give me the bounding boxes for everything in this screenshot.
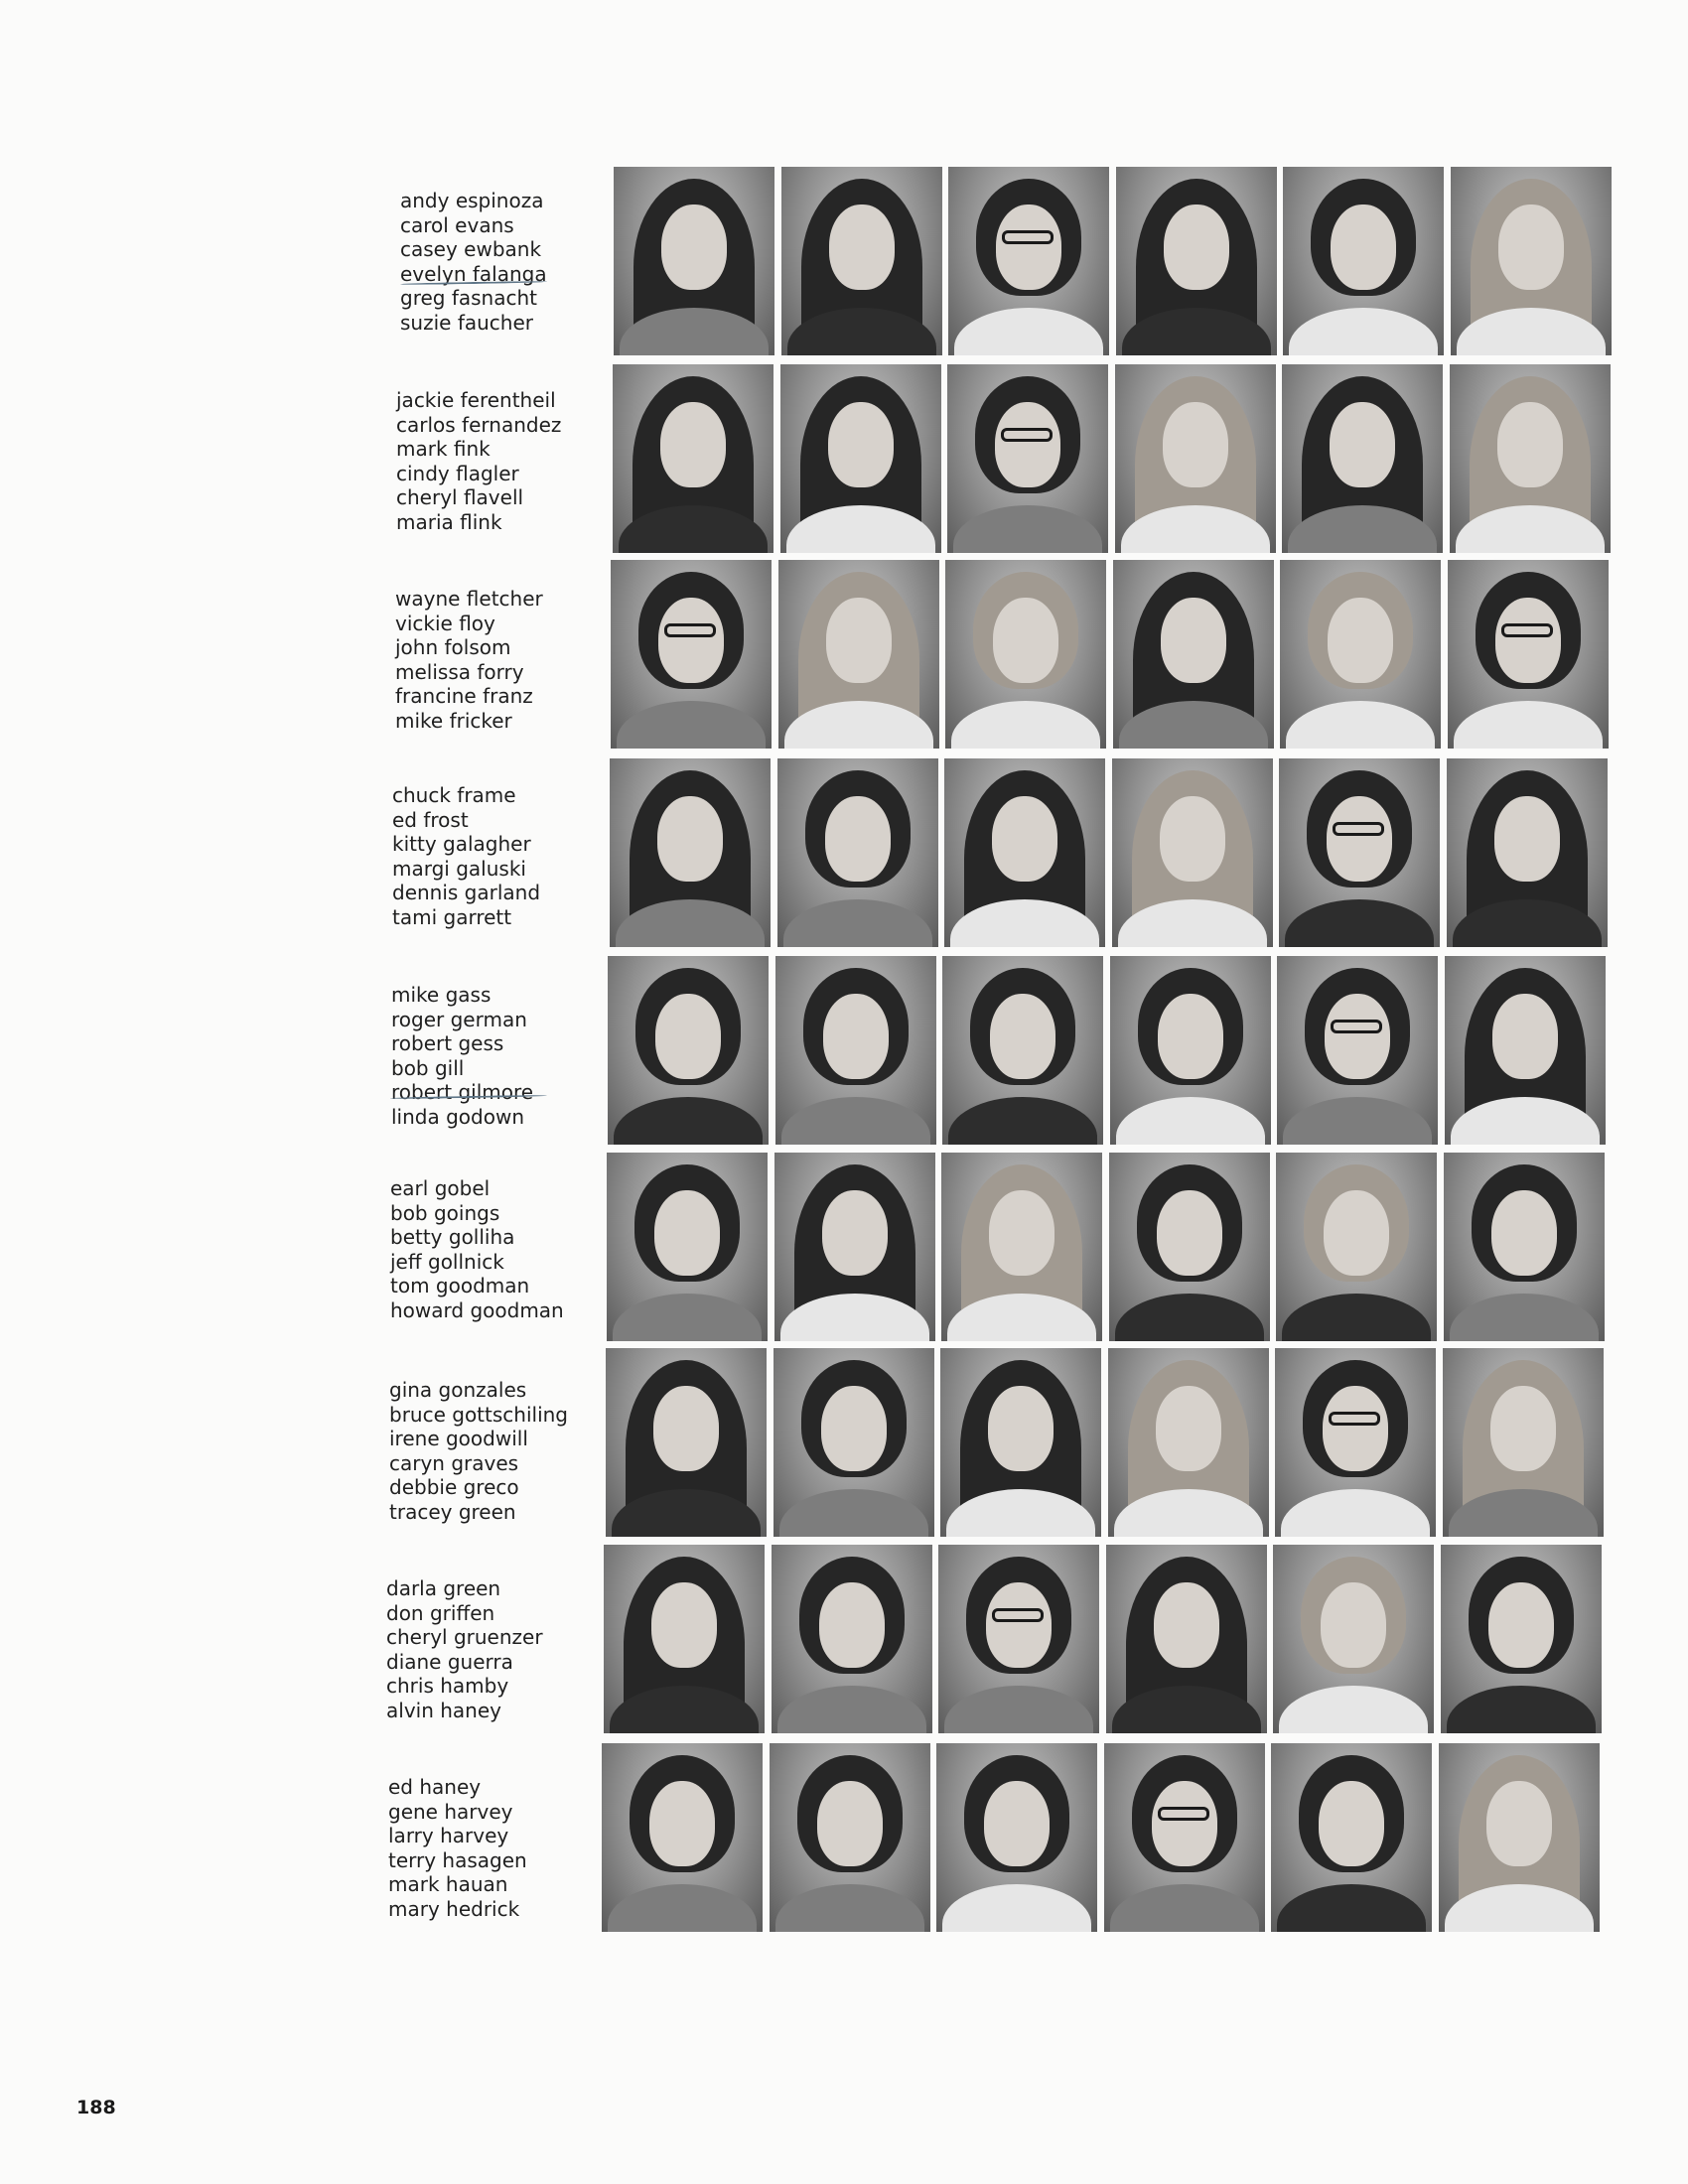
name-list	[391, 983, 533, 1130]
portrait-face	[657, 796, 723, 882]
portrait-face	[1330, 402, 1395, 487]
portrait-face	[658, 598, 724, 683]
bob-goings-photo	[774, 1153, 935, 1341]
portrait-face	[1160, 796, 1225, 882]
portrait-face	[1319, 1781, 1384, 1866]
margi-galuski-photo	[1112, 758, 1273, 947]
portrait-shoulders	[775, 1884, 924, 1932]
photo-row	[610, 758, 1613, 947]
portrait-shoulders	[617, 701, 766, 749]
chris-hamby-photo	[1273, 1545, 1434, 1733]
student-name: mark hauan	[388, 1872, 508, 1897]
student-name: bob gill	[391, 1055, 465, 1080]
portrait-face	[988, 1386, 1054, 1471]
student-name: suzie faucher	[400, 310, 533, 335]
portrait-shoulders	[779, 1489, 928, 1537]
portrait-shoulders	[1110, 1884, 1259, 1932]
portrait-face	[1492, 994, 1558, 1079]
portrait-face	[1327, 796, 1392, 882]
student-name: robert gess	[391, 1031, 504, 1056]
don-griffen-photo	[772, 1545, 932, 1733]
student-name: robert gilmore	[391, 1080, 534, 1105]
mike-gass-photo	[608, 956, 769, 1145]
name-list	[390, 1176, 564, 1323]
student-name: mike gass	[391, 983, 492, 1007]
portrait-face	[996, 205, 1061, 290]
portrait-face	[651, 1582, 717, 1668]
portrait-shoulders	[1277, 1884, 1426, 1932]
wayne-fletcher-photo	[611, 560, 772, 749]
name-list	[389, 1378, 568, 1525]
student-name: kitty galagher	[392, 832, 531, 857]
portrait-face	[984, 1781, 1050, 1866]
portrait-shoulders	[1285, 899, 1434, 947]
portrait-face	[828, 402, 894, 487]
portrait-face	[992, 796, 1057, 882]
portrait-face	[1331, 205, 1396, 290]
student-name: margi galuski	[392, 856, 526, 881]
student-name: jackie ferentheil	[396, 388, 556, 412]
kitty-galagher-photo	[944, 758, 1105, 947]
student-name: diane guerra	[386, 1649, 513, 1674]
portrait-face	[1325, 994, 1390, 1079]
mary-hedrick-photo	[1439, 1743, 1600, 1932]
jeff-gollnick-photo	[1109, 1153, 1270, 1341]
carol-evans-photo	[781, 167, 942, 355]
name-list	[395, 587, 543, 734]
page-number: 188	[76, 2097, 116, 2118]
bruce-gottschiling-photo	[774, 1348, 934, 1537]
portrait-shoulders	[777, 1686, 926, 1733]
portrait-shoulders	[614, 1097, 763, 1145]
student-name: alvin haney	[386, 1698, 501, 1722]
portrait-face	[829, 205, 895, 290]
alvin-haney-photo	[1441, 1545, 1602, 1733]
portrait-shoulders	[1115, 1294, 1264, 1341]
name-list	[396, 388, 561, 535]
bob-gill-photo	[1110, 956, 1271, 1145]
student-name: john folsom	[395, 635, 511, 660]
portrait-face	[649, 1781, 715, 1866]
student-name: vickie floy	[395, 611, 495, 635]
student-name: wayne fletcher	[395, 587, 543, 611]
darla-green-photo	[604, 1545, 765, 1733]
student-name: darla green	[386, 1576, 501, 1600]
portrait-shoulders	[1286, 701, 1435, 749]
student-name: bob goings	[390, 1200, 500, 1225]
portrait-face	[989, 1190, 1055, 1276]
portrait-face	[1154, 1582, 1219, 1668]
melissa-forry-photo	[1113, 560, 1274, 749]
portrait-face	[661, 205, 727, 290]
student-name: bruce gottschiling	[389, 1402, 568, 1427]
robert-gilmore-photo	[1277, 956, 1438, 1145]
portrait-face	[823, 994, 889, 1079]
name-list	[386, 1576, 543, 1723]
portrait-face	[1321, 1582, 1386, 1668]
linda-godown-photo	[1445, 956, 1606, 1145]
student-name: dennis garland	[392, 881, 541, 905]
portrait-shoulders	[781, 1097, 930, 1145]
cindy-flagler-photo	[1115, 364, 1276, 553]
roger-german-photo	[775, 956, 936, 1145]
irene-goodwill-photo	[940, 1348, 1101, 1537]
student-name: carlos fernandez	[396, 412, 562, 437]
earl-gobel-photo	[607, 1153, 768, 1341]
student-name: ed frost	[392, 807, 469, 832]
portrait-face	[1157, 1190, 1222, 1276]
student-name: mary hedrick	[388, 1896, 520, 1921]
portrait-face	[654, 1190, 720, 1276]
portrait-shoulders	[1454, 701, 1603, 749]
portrait-face	[826, 598, 892, 683]
greg-fasnacht-photo	[1283, 167, 1444, 355]
portrait-shoulders	[954, 308, 1103, 355]
student-name: cheryl gruenzer	[386, 1625, 543, 1650]
student-name: greg fasnacht	[400, 286, 537, 311]
ed-haney-photo	[602, 1743, 763, 1932]
gina-gonzales-photo	[606, 1348, 767, 1537]
photo-row	[608, 956, 1611, 1145]
portrait-face	[1488, 1582, 1554, 1668]
portrait-face	[1491, 1190, 1557, 1276]
portrait-face	[1152, 1781, 1217, 1866]
portrait-face	[1161, 598, 1226, 683]
student-name: maria flink	[396, 509, 502, 534]
caryn-graves-photo	[1108, 1348, 1269, 1537]
casey-ewbank-photo	[948, 167, 1109, 355]
portrait-shoulders	[783, 899, 932, 947]
maria-flink-photo	[1450, 364, 1611, 553]
portrait-shoulders	[948, 1097, 1097, 1145]
portrait-face	[1490, 1386, 1556, 1471]
portrait-face	[825, 796, 891, 882]
debbie-greco-photo	[1275, 1348, 1436, 1537]
portrait-shoulders	[1447, 1686, 1596, 1733]
student-name: roger german	[391, 1007, 527, 1031]
student-name: carol evans	[400, 212, 514, 237]
portrait-face	[1495, 598, 1561, 683]
portrait-face	[817, 1781, 883, 1866]
photo-row	[604, 1545, 1607, 1733]
student-name: chuck frame	[392, 783, 516, 807]
student-name: mark fink	[396, 437, 491, 462]
portrait-face	[1328, 598, 1393, 683]
student-name: gene harvey	[388, 1799, 513, 1824]
student-name: earl gobel	[390, 1176, 491, 1200]
andy-espinoza-photo	[614, 167, 774, 355]
student-name: ed haney	[388, 1775, 482, 1799]
photo-row	[607, 1153, 1610, 1341]
portrait-face	[995, 402, 1060, 487]
student-name: gina gonzales	[389, 1378, 527, 1402]
robert-gess-photo	[942, 956, 1103, 1145]
photo-row	[602, 1743, 1605, 1932]
chuck-frame-photo	[610, 758, 771, 947]
student-name: linda godown	[391, 1104, 524, 1129]
student-name: irene goodwill	[389, 1427, 528, 1451]
student-name: tracey green	[389, 1499, 516, 1524]
portrait-face	[1486, 1781, 1552, 1866]
student-name: cindy flagler	[396, 461, 519, 485]
portrait-face	[653, 1386, 719, 1471]
student-name: cheryl flavell	[396, 485, 524, 510]
student-name: tami garrett	[392, 904, 512, 929]
larry-harvey-photo	[936, 1743, 1097, 1932]
student-name: larry harvey	[388, 1824, 509, 1848]
portrait-face	[655, 994, 721, 1079]
student-name: jeff gollnick	[390, 1249, 504, 1274]
portrait-shoulders	[1289, 308, 1438, 355]
portrait-face	[1164, 205, 1229, 290]
portrait-face	[660, 402, 726, 487]
photo-row	[614, 167, 1617, 355]
photo-row	[613, 364, 1616, 553]
name-list	[400, 189, 547, 336]
mark-fink-photo	[947, 364, 1108, 553]
suzie-faucher-photo	[1451, 167, 1612, 355]
portrait-face	[819, 1582, 885, 1668]
portrait-shoulders	[944, 1686, 1093, 1733]
portrait-face	[1498, 205, 1564, 290]
portrait-face	[993, 598, 1058, 683]
tami-garrett-photo	[1447, 758, 1608, 947]
photo-row	[606, 1348, 1609, 1537]
ed-frost-photo	[777, 758, 938, 947]
student-name: evelyn falanga	[400, 261, 547, 286]
tracey-green-photo	[1443, 1348, 1604, 1537]
student-name: mike fricker	[395, 708, 512, 733]
portrait-shoulders	[1281, 1489, 1430, 1537]
portrait-shoulders	[1116, 1097, 1265, 1145]
portrait-shoulders	[953, 505, 1102, 553]
mark-hauan-photo	[1271, 1743, 1432, 1932]
photo-row	[611, 560, 1614, 749]
portrait-face	[1494, 796, 1560, 882]
evelyn-falanga-photo	[1116, 167, 1277, 355]
portrait-shoulders	[613, 1294, 762, 1341]
diane-guerra-photo	[1106, 1545, 1267, 1733]
portrait-face	[822, 1190, 888, 1276]
vickie-floy-photo	[778, 560, 939, 749]
tom-goodman-photo	[1276, 1153, 1437, 1341]
student-name: casey ewbank	[400, 237, 542, 262]
betty-golliha-photo	[941, 1153, 1102, 1341]
gene-harvey-photo	[770, 1743, 930, 1932]
francine-franz-photo	[1280, 560, 1441, 749]
portrait-shoulders	[1282, 1294, 1431, 1341]
dennis-garland-photo	[1279, 758, 1440, 947]
student-name: debbie greco	[389, 1475, 519, 1500]
portrait-face	[1324, 1190, 1389, 1276]
name-list	[388, 1775, 527, 1922]
student-name: melissa forry	[395, 659, 524, 684]
student-name: andy espinoza	[400, 189, 544, 212]
portrait-shoulders	[1283, 1097, 1432, 1145]
student-name: betty golliha	[390, 1225, 515, 1250]
portrait-face	[990, 994, 1055, 1079]
portrait-face	[1497, 402, 1563, 487]
howard-goodman-photo	[1444, 1153, 1605, 1341]
student-name: francine franz	[395, 684, 533, 709]
student-name: terry hasagen	[388, 1847, 527, 1872]
student-name: chris hamby	[386, 1674, 509, 1699]
portrait-shoulders	[1450, 1294, 1599, 1341]
mike-fricker-photo	[1448, 560, 1609, 749]
name-list	[392, 783, 540, 930]
portrait-face	[821, 1386, 887, 1471]
carlos-fernandez-photo	[780, 364, 941, 553]
portrait-shoulders	[942, 1884, 1091, 1932]
student-name: don griffen	[386, 1600, 495, 1625]
student-name: tom goodman	[390, 1274, 530, 1298]
cheryl-flavell-photo	[1282, 364, 1443, 553]
student-name: caryn graves	[389, 1450, 519, 1475]
portrait-shoulders	[951, 701, 1100, 749]
portrait-face	[1323, 1386, 1388, 1471]
portrait-face	[1158, 994, 1223, 1079]
student-name: howard goodman	[390, 1297, 564, 1322]
portrait-face	[1156, 1386, 1221, 1471]
john-folsom-photo	[945, 560, 1106, 749]
terry-hasagen-photo	[1104, 1743, 1265, 1932]
jackie-ferentheil-photo	[613, 364, 774, 553]
portrait-face	[986, 1582, 1052, 1668]
portrait-face	[1163, 402, 1228, 487]
cheryl-gruenzer-photo	[938, 1545, 1099, 1733]
portrait-shoulders	[608, 1884, 757, 1932]
portrait-shoulders	[1279, 1686, 1428, 1733]
